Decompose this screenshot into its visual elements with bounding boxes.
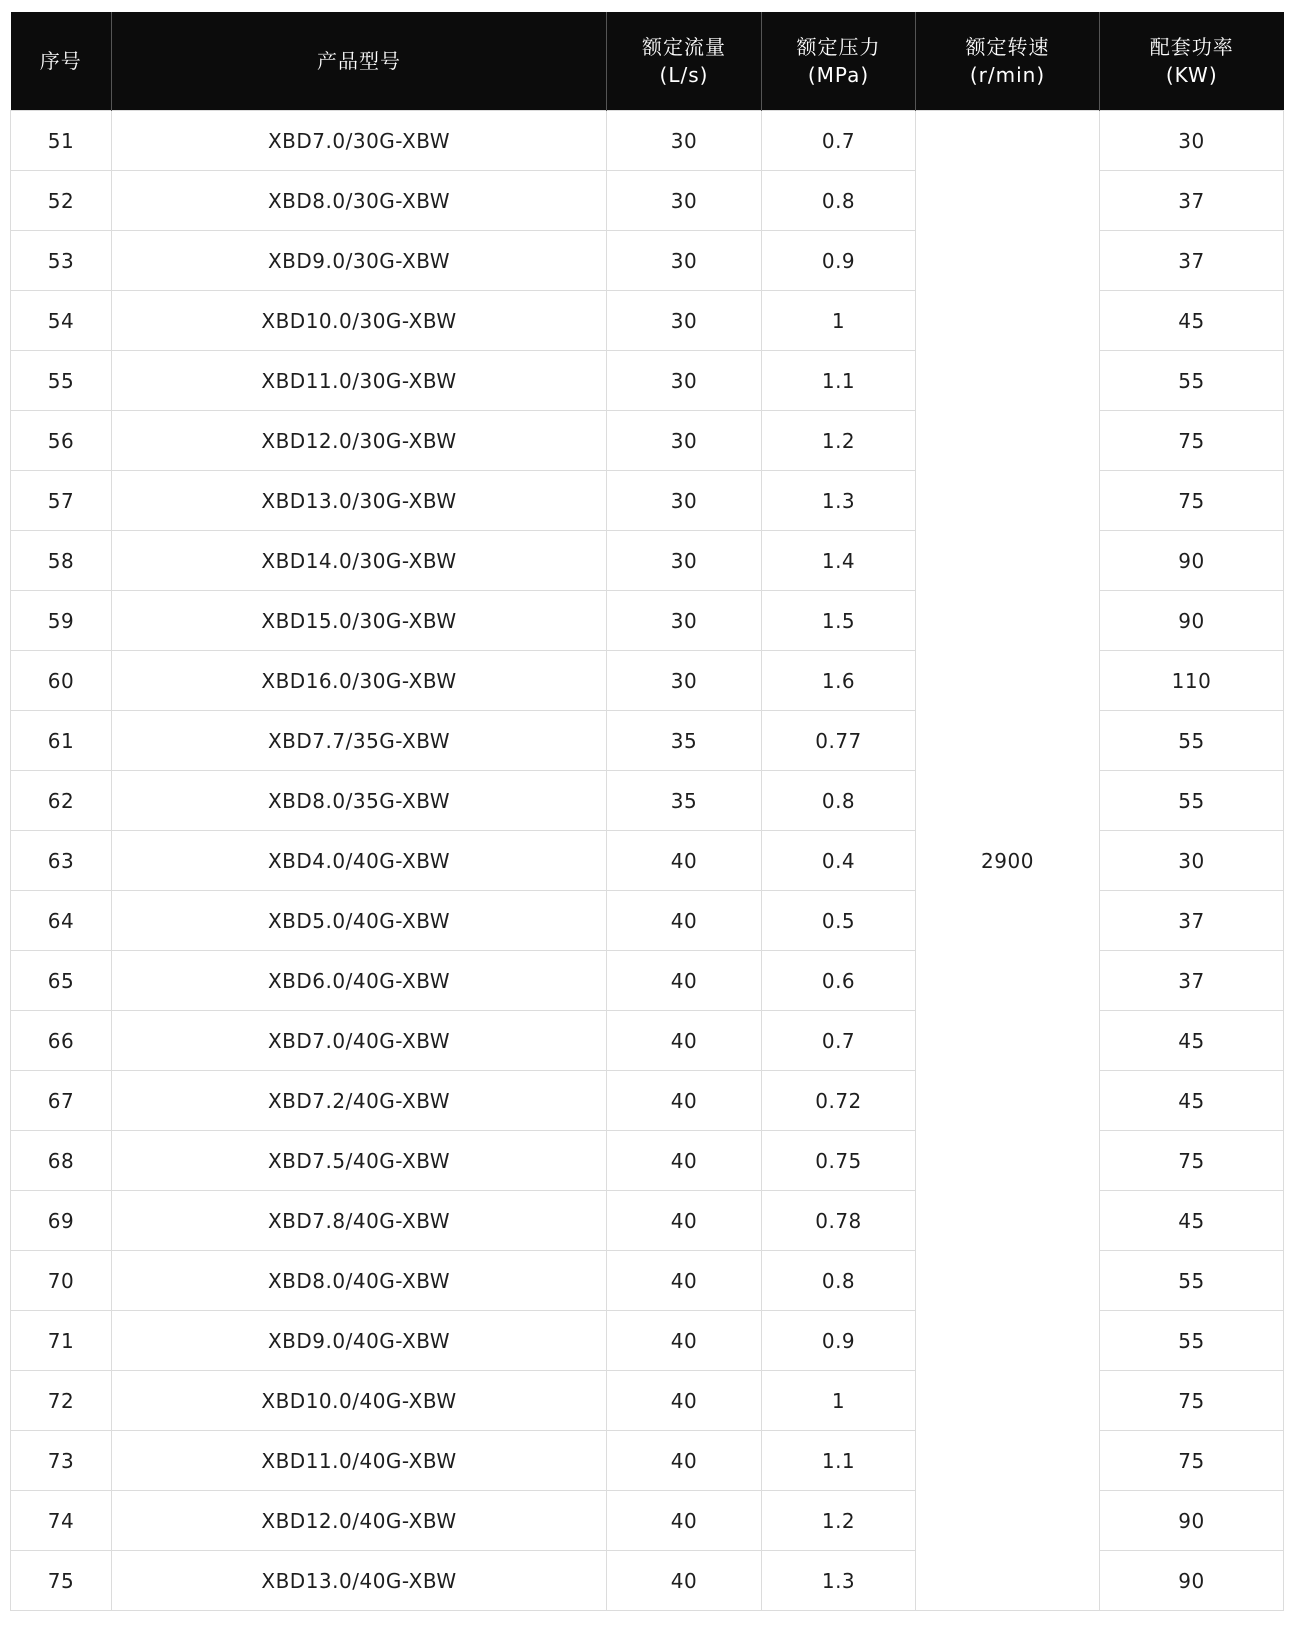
cell-pressure: 0.9 xyxy=(762,1311,916,1371)
cell-model: XBD14.0/30G-XBW xyxy=(112,531,607,591)
cell-no: 74 xyxy=(11,1491,112,1551)
cell-flow: 30 xyxy=(607,291,762,351)
cell-no: 56 xyxy=(11,411,112,471)
cell-no: 69 xyxy=(11,1191,112,1251)
header-pressure-line: (MPa) xyxy=(807,63,870,87)
cell-flow: 30 xyxy=(607,171,762,231)
cell-no: 58 xyxy=(11,531,112,591)
cell-model: XBD7.0/30G-XBW xyxy=(112,111,607,171)
cell-model: XBD15.0/30G-XBW xyxy=(112,591,607,651)
header-no-line: 序号 xyxy=(39,49,82,73)
cell-flow: 30 xyxy=(607,351,762,411)
cell-pressure: 0.8 xyxy=(762,171,916,231)
cell-pressure: 1.4 xyxy=(762,531,916,591)
header-flow-line: (L/s) xyxy=(659,63,709,87)
cell-power: 45 xyxy=(1100,1191,1284,1251)
cell-power: 75 xyxy=(1100,411,1284,471)
header-row xyxy=(11,12,1284,111)
cell-power: 75 xyxy=(1100,1371,1284,1431)
cell-pressure: 0.8 xyxy=(762,771,916,831)
cell-power: 110 xyxy=(1100,651,1284,711)
cell-flow: 40 xyxy=(607,1311,762,1371)
cell-power: 37 xyxy=(1100,231,1284,291)
cell-power: 37 xyxy=(1100,951,1284,1011)
cell-pressure: 0.77 xyxy=(762,711,916,771)
header-power-line: 配套功率 xyxy=(1149,35,1234,59)
table-header xyxy=(11,12,1284,111)
cell-pressure: 0.9 xyxy=(762,231,916,291)
cell-rated-speed: 2900 xyxy=(916,111,1100,1611)
spec-table xyxy=(10,12,1284,1611)
cell-model: XBD7.5/40G-XBW xyxy=(112,1131,607,1191)
cell-model: XBD6.0/40G-XBW xyxy=(112,951,607,1011)
cell-no: 52 xyxy=(11,171,112,231)
header-speed-line: 额定转速 xyxy=(965,35,1050,59)
cell-no: 60 xyxy=(11,651,112,711)
cell-no: 65 xyxy=(11,951,112,1011)
cell-no: 63 xyxy=(11,831,112,891)
cell-pressure: 0.6 xyxy=(762,951,916,1011)
cell-no: 57 xyxy=(11,471,112,531)
cell-flow: 40 xyxy=(607,1131,762,1191)
cell-power: 90 xyxy=(1100,1551,1284,1611)
cell-flow: 40 xyxy=(607,951,762,1011)
cell-power: 30 xyxy=(1100,831,1284,891)
cell-flow: 30 xyxy=(607,591,762,651)
cell-flow: 35 xyxy=(607,711,762,771)
cell-power: 55 xyxy=(1100,771,1284,831)
cell-flow: 35 xyxy=(607,771,762,831)
cell-no: 72 xyxy=(11,1371,112,1431)
cell-pressure: 0.75 xyxy=(762,1131,916,1191)
cell-no: 51 xyxy=(11,111,112,171)
cell-power: 55 xyxy=(1100,351,1284,411)
cell-power: 90 xyxy=(1100,591,1284,651)
cell-pressure: 0.72 xyxy=(762,1071,916,1131)
cell-flow: 40 xyxy=(607,831,762,891)
cell-model: XBD5.0/40G-XBW xyxy=(112,891,607,951)
header-power xyxy=(1100,12,1284,111)
cell-no: 66 xyxy=(11,1011,112,1071)
cell-model: XBD13.0/40G-XBW xyxy=(112,1551,607,1611)
cell-power: 30 xyxy=(1100,111,1284,171)
cell-pressure: 1 xyxy=(762,1371,916,1431)
cell-model: XBD7.0/40G-XBW xyxy=(112,1011,607,1071)
cell-model: XBD12.0/30G-XBW xyxy=(112,411,607,471)
cell-pressure: 1.3 xyxy=(762,1551,916,1611)
cell-power: 37 xyxy=(1100,891,1284,951)
cell-pressure: 0.5 xyxy=(762,891,916,951)
cell-flow: 40 xyxy=(607,1011,762,1071)
cell-model: XBD7.8/40G-XBW xyxy=(112,1191,607,1251)
cell-pressure: 0.7 xyxy=(762,111,916,171)
cell-model: XBD8.0/35G-XBW xyxy=(112,771,607,831)
cell-no: 59 xyxy=(11,591,112,651)
cell-model: XBD10.0/30G-XBW xyxy=(112,291,607,351)
cell-power: 75 xyxy=(1100,1431,1284,1491)
cell-pressure: 1 xyxy=(762,291,916,351)
cell-model: XBD11.0/40G-XBW xyxy=(112,1431,607,1491)
cell-flow: 30 xyxy=(607,471,762,531)
cell-flow: 40 xyxy=(607,1371,762,1431)
cell-flow: 40 xyxy=(607,1551,762,1611)
cell-pressure: 0.8 xyxy=(762,1251,916,1311)
cell-pressure: 1.6 xyxy=(762,651,916,711)
cell-flow: 30 xyxy=(607,411,762,471)
cell-no: 64 xyxy=(11,891,112,951)
cell-power: 55 xyxy=(1100,1251,1284,1311)
cell-model: XBD16.0/30G-XBW xyxy=(112,651,607,711)
cell-pressure: 1.3 xyxy=(762,471,916,531)
cell-no: 67 xyxy=(11,1071,112,1131)
cell-power: 37 xyxy=(1100,171,1284,231)
cell-model: XBD9.0/40G-XBW xyxy=(112,1311,607,1371)
cell-pressure: 1.5 xyxy=(762,591,916,651)
cell-no: 75 xyxy=(11,1551,112,1611)
cell-no: 71 xyxy=(11,1311,112,1371)
header-speed-line: (r/min) xyxy=(969,63,1046,87)
header-model xyxy=(112,12,607,111)
cell-power: 55 xyxy=(1100,1311,1284,1371)
header-pressure-line: 额定压力 xyxy=(796,35,881,59)
cell-model: XBD10.0/40G-XBW xyxy=(112,1371,607,1431)
cell-flow: 30 xyxy=(607,111,762,171)
cell-model: XBD12.0/40G-XBW xyxy=(112,1491,607,1551)
cell-flow: 40 xyxy=(607,1491,762,1551)
cell-no: 73 xyxy=(11,1431,112,1491)
cell-model: XBD9.0/30G-XBW xyxy=(112,231,607,291)
header-pressure xyxy=(762,12,916,111)
header-power-line: (KW) xyxy=(1165,63,1218,87)
cell-power: 90 xyxy=(1100,531,1284,591)
cell-model: XBD8.0/40G-XBW xyxy=(112,1251,607,1311)
cell-power: 45 xyxy=(1100,1011,1284,1071)
cell-power: 75 xyxy=(1100,1131,1284,1191)
header-no xyxy=(11,12,112,111)
cell-pressure: 1.1 xyxy=(762,1431,916,1491)
cell-power: 45 xyxy=(1100,291,1284,351)
cell-flow: 40 xyxy=(607,1431,762,1491)
header-speed xyxy=(916,12,1100,111)
cell-no: 61 xyxy=(11,711,112,771)
header-flow-line: 额定流量 xyxy=(642,35,726,59)
cell-no: 70 xyxy=(11,1251,112,1311)
cell-flow: 40 xyxy=(607,1071,762,1131)
cell-model: XBD8.0/30G-XBW xyxy=(112,171,607,231)
cell-model: XBD4.0/40G-XBW xyxy=(112,831,607,891)
cell-power: 75 xyxy=(1100,471,1284,531)
cell-pressure: 0.7 xyxy=(762,1011,916,1071)
cell-no: 55 xyxy=(11,351,112,411)
cell-flow: 30 xyxy=(607,231,762,291)
header-flow xyxy=(607,12,762,111)
cell-pressure: 0.4 xyxy=(762,831,916,891)
cell-no: 62 xyxy=(11,771,112,831)
cell-pressure: 0.78 xyxy=(762,1191,916,1251)
table-body xyxy=(11,111,1284,1611)
cell-model: XBD7.7/35G-XBW xyxy=(112,711,607,771)
header-model-line: 产品型号 xyxy=(317,49,401,73)
cell-flow: 30 xyxy=(607,651,762,711)
cell-no: 53 xyxy=(11,231,112,291)
cell-flow: 40 xyxy=(607,1191,762,1251)
cell-flow: 40 xyxy=(607,891,762,951)
cell-power: 90 xyxy=(1100,1491,1284,1551)
cell-no: 68 xyxy=(11,1131,112,1191)
cell-pressure: 1.2 xyxy=(762,411,916,471)
cell-power: 55 xyxy=(1100,711,1284,771)
cell-flow: 30 xyxy=(607,531,762,591)
cell-pressure: 1.1 xyxy=(762,351,916,411)
cell-pressure: 1.2 xyxy=(762,1491,916,1551)
cell-flow: 40 xyxy=(607,1251,762,1311)
table-row xyxy=(11,111,1284,171)
cell-no: 54 xyxy=(11,291,112,351)
cell-model: XBD11.0/30G-XBW xyxy=(112,351,607,411)
cell-model: XBD7.2/40G-XBW xyxy=(112,1071,607,1131)
cell-model: XBD13.0/30G-XBW xyxy=(112,471,607,531)
cell-power: 45 xyxy=(1100,1071,1284,1131)
